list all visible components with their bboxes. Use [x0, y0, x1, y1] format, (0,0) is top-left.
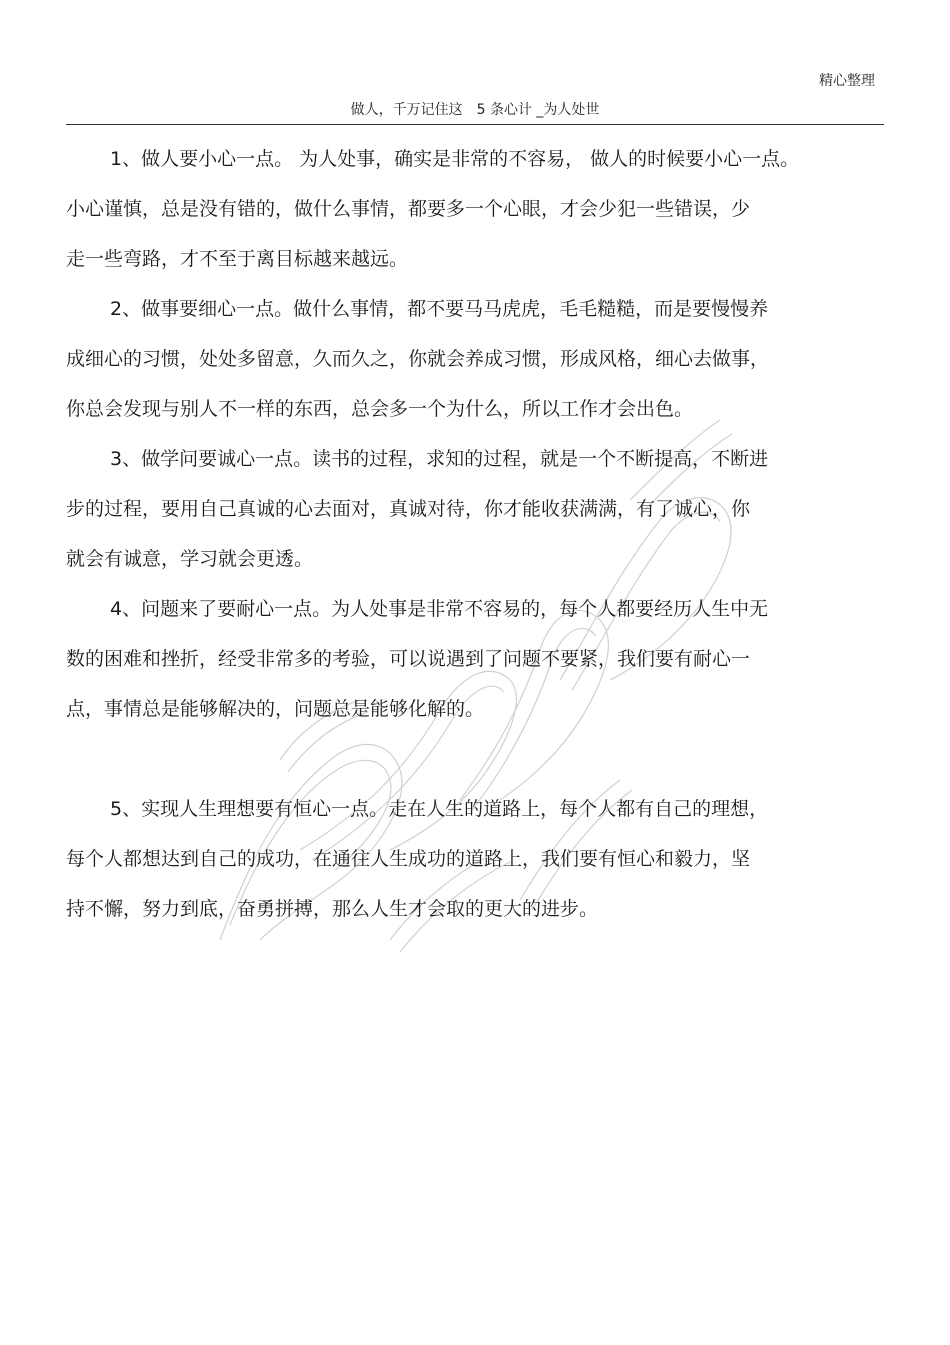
paragraph-line: 2、做事要细心一点。做什么事情，都不要马马虎虎，毛毛糙糙，而是要慢慢养	[110, 298, 769, 320]
paragraph-line: 就会有诚意，学习就会更透。	[66, 548, 314, 570]
paragraph-line: 步的过程，要用自己真诚的心去面对，真诚对待，你才能收获满满，有了诚心，你	[66, 498, 751, 520]
paragraph-line: 持不懈，努力到底，奋勇拼搏，那么人生才会取的更大的进步。	[66, 898, 599, 920]
paragraph-line: 成细心的习惯，处处多留意，久而久之，你就会养成习惯，形成风格，细心去做事，	[66, 348, 770, 370]
top-right-tag: 精心整理	[819, 73, 875, 89]
paragraph-3	[66, 434, 866, 584]
paragraph-line: 你总会发现与别人不一样的东西，总会多一个为什么，所以工作才会出色。	[66, 398, 694, 420]
paragraph-line: 4、问题来了要耐心一点。为人处事是非常不容易的，每个人都要经历人生中无	[110, 598, 769, 620]
paragraph-5	[66, 784, 866, 934]
document-body	[66, 134, 866, 934]
paragraph-4	[66, 584, 866, 734]
document-title: 做人，千万记住这 5 条心计 _为人处世	[350, 102, 600, 118]
paragraph-1	[66, 134, 866, 284]
paragraph-line: 数的困难和挫折，经受非常多的考验，可以说遇到了问题不要紧，我们要有耐心一	[66, 648, 751, 670]
paragraph-line: 每个人都想达到自己的成功，在通往人生成功的道路上，我们要有恒心和毅力，坚	[66, 848, 751, 870]
paragraph-line: 点，事情总是能够解决的，问题总是能够化解的。	[66, 698, 485, 720]
paragraph-line: 3、做学问要诚心一点。读书的过程，求知的过程，就是一个不断提高，不断进	[110, 448, 769, 470]
paragraph-line: 1、做人要小心一点。 为人处事，确实是非常的不容易， 做人的时候要小心一点。	[110, 148, 800, 170]
header-divider	[66, 124, 884, 125]
paragraph-spacer	[66, 734, 866, 784]
paragraph-line: 走一些弯路，才不至于离目标越来越远。	[66, 248, 409, 270]
paragraph-line: 小心谨慎，总是没有错的，做什么事情，都要多一个心眼，才会少犯一些错误，少	[66, 198, 751, 220]
paragraph-line: 5、实现人生理想要有恒心一点。走在人生的道路上，每个人都有自己的理想，	[110, 798, 769, 820]
paragraph-2	[66, 284, 866, 434]
